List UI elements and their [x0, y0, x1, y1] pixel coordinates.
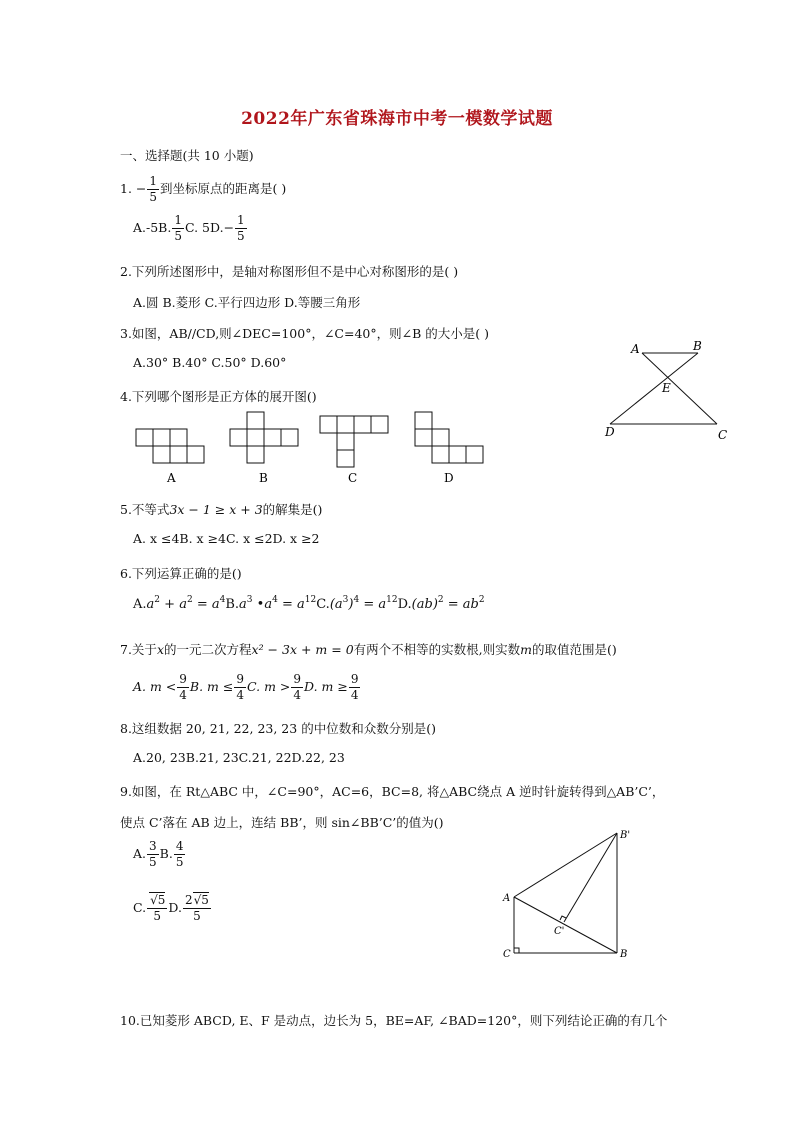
net-a: [136, 429, 204, 463]
fraction: $\frac{1}{5}$: [237, 213, 245, 243]
question-7-options: A. m < $\frac{9}{4}$ B. m ≤ $\frac{9}{4}$ C. m > $\frac{9}{4}$ D. m ≥ $\frac{9}{4}$: [133, 672, 359, 702]
segment-bd: [610, 353, 698, 424]
fraction: $\frac{2√5}{5}$: [184, 893, 209, 923]
label-a: A: [503, 893, 511, 904]
label-b: B: [620, 949, 628, 960]
segment-ab-prime: [514, 833, 617, 897]
label-b-prime: B': [620, 830, 631, 841]
question-1: [120, 174, 286, 205]
fraction: $\frac{1}{5}$: [174, 213, 182, 243]
parallel-lines-figure: [595, 336, 745, 446]
label-b: B: [693, 339, 702, 353]
net-c: [320, 416, 388, 467]
fraction: $\frac{√5}{5}$: [147, 893, 167, 924]
question-6-options: $A.a^2 + a^2 = a^4B.a^3$ $•a^4 = a^{12}C.(a^3)^4 = a^{12}D.(ab)^2 = ab^2$: [133, 595, 485, 612]
fraction: $\frac{9}{4}$: [179, 672, 187, 702]
question-10: 10.已知菱形 ABCD, E、F 是动点，边长为 5，BE=AF, ∠BAD=120°，则下列结论正确的有几个: [120, 1013, 668, 1028]
fraction: $\frac{3}{5}$: [149, 839, 157, 869]
question-6: 6.下列运算正确的是(): [120, 566, 242, 581]
fraction: $\frac{9}{4}$: [293, 672, 302, 702]
question-9-line-2: 使点 C’落在 AB 边上，连结 BB’，则 sin∠BB’C’的值为(): [120, 815, 444, 830]
label-c: C: [718, 428, 728, 442]
question-8-options: A.20, 23B.21, 23C.21, 22D.22, 23: [133, 750, 345, 765]
rotated-triangle-figure: [498, 822, 638, 967]
fraction: $\frac{4}{5}$: [175, 839, 184, 869]
question-4: 4.下列哪个图形是正方体的展开图(): [120, 389, 317, 404]
question-2-options: A.圆 B.菱形 C.平行四边形 D.等腰三角形: [133, 295, 361, 310]
cube-net-figures: [130, 410, 500, 490]
equation: x² − 3x + m = 0: [251, 642, 354, 657]
question-3: 3.如图，AB//CD,则∠DEC=100°，∠C=40°，则∠B 的大小是( ): [120, 326, 489, 341]
net-label-c: C: [348, 471, 358, 485]
question-3-options: A.30° B.40° C.50° D.60°: [133, 355, 287, 370]
question-2: 2.下列所述图形中，是轴对称图形但不是中心对称图形的是( ): [120, 264, 459, 279]
net-d: [415, 412, 483, 463]
net-label-a: A: [167, 471, 176, 485]
inequality: 3x − 1 ≥ x + 3: [169, 502, 263, 517]
fraction: $\frac{1}{5}$: [149, 174, 158, 204]
label-c: C: [503, 949, 511, 960]
net-label-d: D: [444, 471, 454, 485]
question-9-options-cd: C. $\frac{√5}{5}$ D. $\frac{2√5}{5}$: [133, 893, 209, 923]
question-9-line-1: 9.如图，在 Rt△ABC 中，∠C=90°，AC=6，BC=8, 将△ABC绕点 A 逆时针旋转得到△AB’C’，: [120, 784, 665, 799]
question-8: 8.这组数据 20, 21, 22, 23, 23 的中位数和众数分别是(): [120, 721, 436, 736]
question-9-options-ab: A. $\frac{3}{5}$ B. $\frac{4}{5}$: [133, 839, 184, 869]
segment-b-prime-c-prime: [564, 833, 617, 922]
question-7: 7.关于x的一元二次方程x² − 3x + m = 0有两个不相等的实数根,则实数m的取值范围是(): [120, 642, 617, 657]
label-c-prime: C': [554, 926, 565, 937]
fraction: $\frac{9}{4}$: [236, 672, 244, 702]
question-1-options: A.-5B. $\frac{1}{5}$ C. 5D.− $\frac{1}{5}$: [133, 213, 245, 243]
question-5-options: A. x ≤4B. x ≥4C. x ≤2D. x ≥2: [133, 531, 320, 546]
net-label-b: B: [259, 471, 268, 485]
question-number: 1.: [120, 181, 132, 196]
question-5: 5.不等式3x − 1 ≥ x + 3的解集是(): [120, 502, 323, 517]
net-b: [230, 412, 298, 463]
segment-ab: [514, 897, 617, 953]
question-text: 到坐标原点的距离是( ): [160, 181, 287, 196]
page-title: 2022年广东省珠海市中考一模数学试题: [241, 109, 553, 129]
minus-sign: −: [135, 181, 147, 196]
right-angle-c: [514, 948, 519, 953]
fraction: $\frac{9}{4}$: [350, 672, 359, 702]
label-a: A: [631, 342, 640, 356]
label-e: E: [662, 381, 671, 395]
section-heading: 一、选择题(共 10 小题): [120, 148, 254, 163]
label-d: D: [605, 425, 615, 439]
